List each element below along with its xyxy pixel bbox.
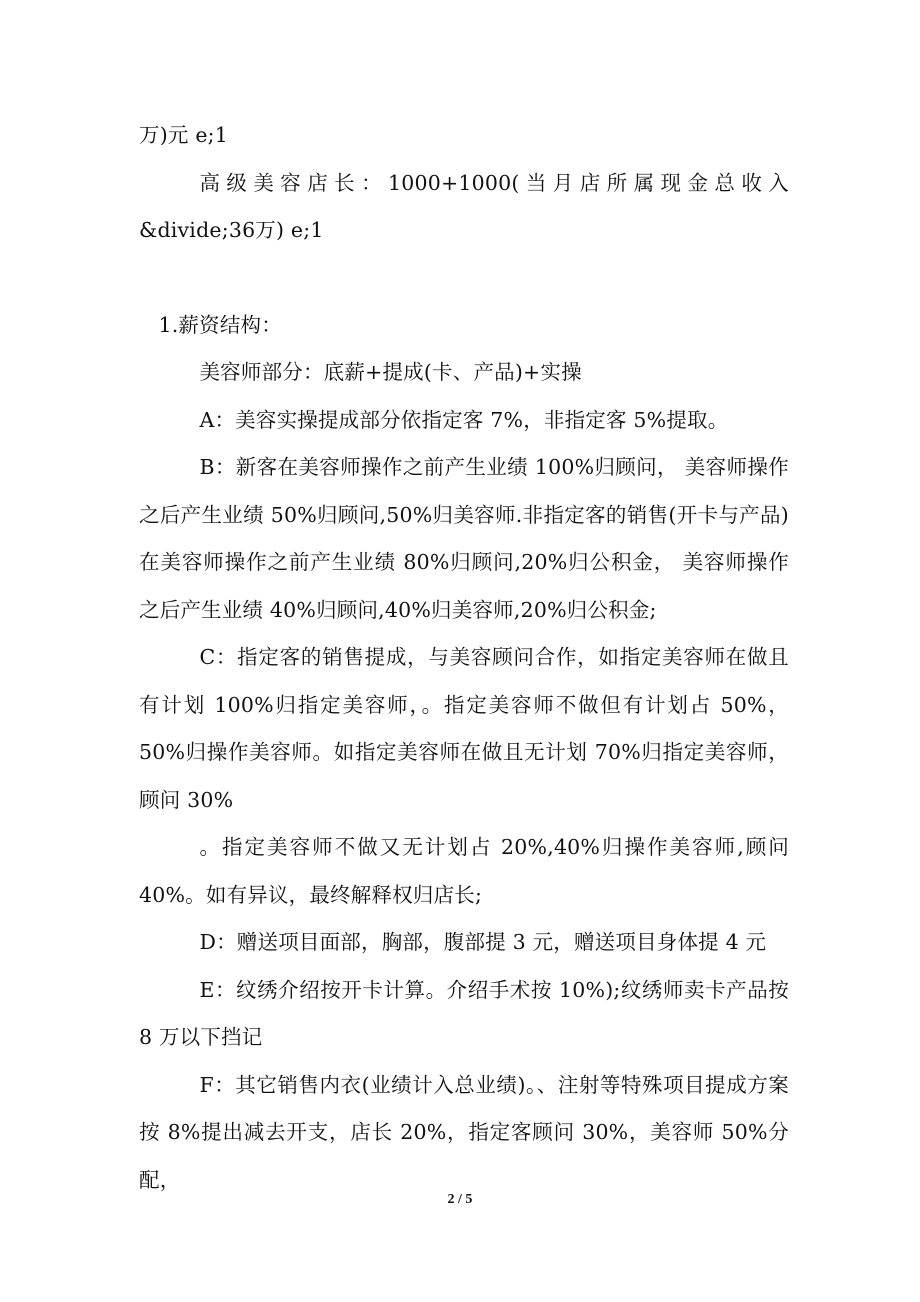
paragraph-item-c-continued: 。指定美容师不做又无计划占 20%,40%归操作美容师,顾问 40%。如有异议，最终解释权归店长; — [139, 835, 789, 907]
paragraph-item-c: C：指定客的销售提成，与美容顾问合作，如指定美容师在做且有计划 100%归指定美容师，。指定美容师不做但有计划占 50%，50%归操作美容师。如指定美容师在做且无计划 70%归指定美容师，顾问 30% — [139, 645, 789, 812]
paragraph-item-e: E：纹绣介绍按开卡计算。介绍手术按 10%);纹绣师卖卡产品按 8 万以下挡记 — [139, 977, 789, 1049]
paragraph-item-a: A：美容实操提成部分依指定客 7%，非指定客 5%提取。 — [199, 407, 729, 432]
paragraph-item-b: B：新客在美容师操作之前产生业绩 100%归顾问， 美容师操作之后产生业绩 50%归顾问,50%归美容师.非指定客的销售(开卡与产品)在美容师操作之前产生业绩 80%归顾问,20%归公积金， 美容师操作之后产生业绩 40%归顾问,40%归美容师,20%归公积金; — [139, 455, 789, 622]
paragraph-continuation: 万)元 e;1 — [139, 123, 228, 147]
page-number: 2 / 5 — [447, 1192, 473, 1207]
paragraph-item-d: D：赠送项目面部，胸部，腹部提 3 元，赠送项目身体提 4 元 — [199, 930, 767, 954]
paragraph-item-f: F：其它销售内衣(业绩计入总业绩)。、注射等特殊项目提成方案按 8%提出减去开支，店长 20%，指定客顾问 30%，美容师 50%分配， — [139, 1072, 789, 1192]
document-body — [139, 112, 789, 1204]
paragraph-senior-manager: 高级美容店长：1000+1000(当月店所属现金总收入&divide;36万) e;1 — [139, 170, 789, 242]
section-heading-salary-structure: 1.薪资结构： — [158, 312, 282, 337]
paragraph-beautician-section: 美容师部分：底薪+提成(卡、产品)+实操 — [199, 360, 582, 384]
